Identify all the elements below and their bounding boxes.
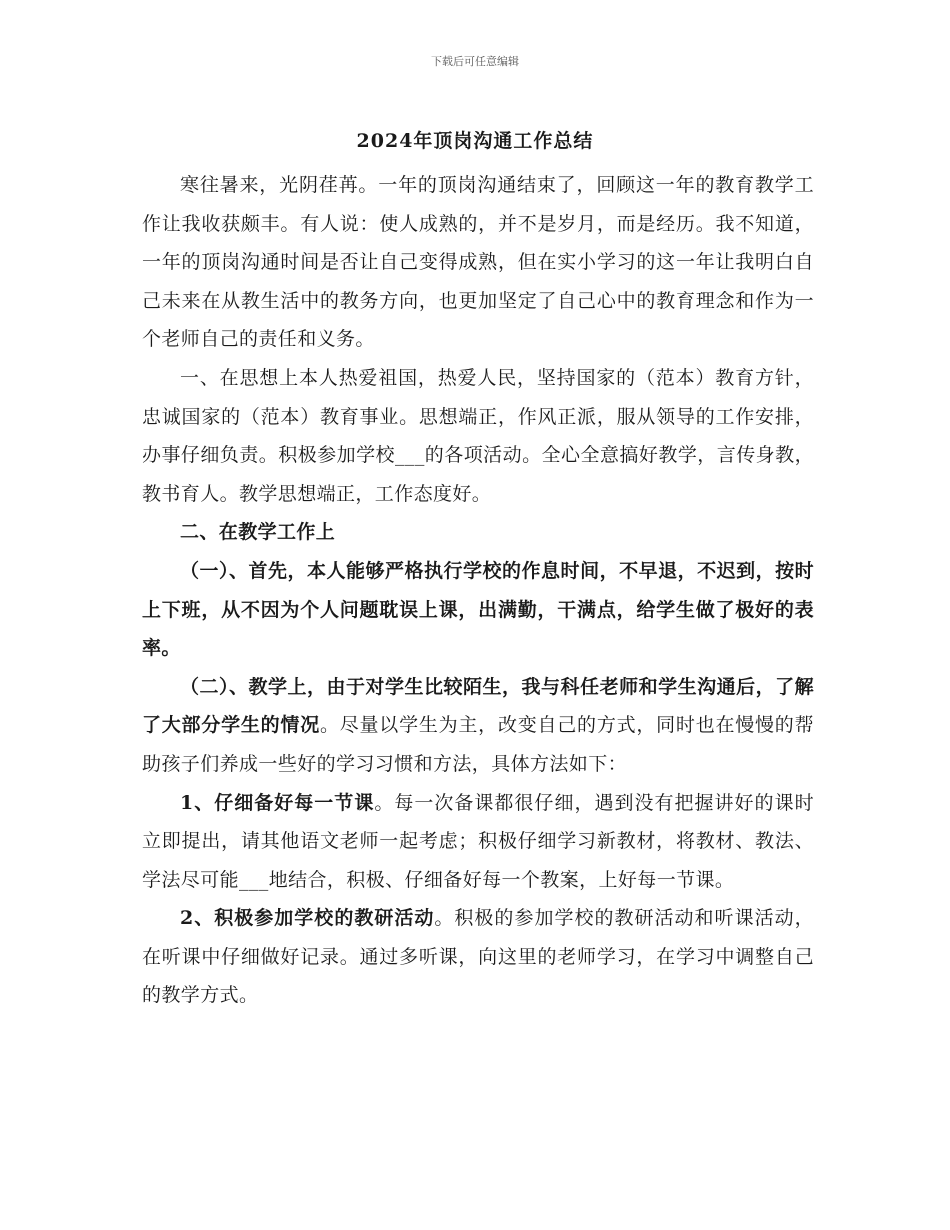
paragraph-punctuality: （一）、首先，本人能够严格执行学校的作息时间，不早退，不迟到，按时上下班，从不因为个人问题耽误上课，出满勤，干满点，给学生做了极好的表率。 [142, 559, 814, 660]
paragraph-ideology: 一、在思想上本人热爱祖国，热爱人民，坚持国家的（范本）教育方针，忠诚国家的（范本）教育事业。思想端正，作风正派，服从领导的工作安排，办事仔细负责。积极参加学校___的各项活动。全心全意搞好教学，言传身教，教书育人。教学思想端正，工作态度好。 [142, 366, 814, 505]
paragraph-research [142, 899, 814, 1015]
paragraph-teaching-approach-lead: （二）、教学上，由于对学生比较陌生，我与科任老师和学生沟通后，了解了大部分学生的情况 [142, 675, 814, 737]
paragraph-teaching-approach-rest: 。尽量以学生为主，改变自己的方式，同时也在慢慢的帮助孩子们养成一些好的学习习惯和方法，具体方法如下： [142, 714, 814, 775]
paragraph-research-rest: 。积极的参加学校的教研活动和听课活动，在听课中仔细做好记录。通过多听课，向这里的老师学习，在学习中调整自己的教学方式。 [142, 907, 815, 1007]
paragraph-lesson-prep-rest: 。每一次备课都很仔细，遇到没有把握讲好的课时立即提出，请其他语文老师一起考虑；积极仔细学习新教材，将教材、教法、学法尽可能___地结合，积极、仔细备好每一个教案，上好每一节课。 [142, 791, 814, 891]
header-note: 下载后可任意编辑 [431, 55, 519, 68]
section-heading-teaching: 二、在教学工作上 [180, 521, 336, 544]
document-title: 2024年顶岗沟通工作总结 [356, 130, 594, 152]
paragraph-research-lead: 2、积极参加学校的教研活动 [180, 907, 435, 930]
paragraph-teaching-approach [142, 668, 814, 784]
paragraph-lesson-prep-lead: 1、仔细备好每一节课 [180, 791, 375, 814]
paragraph-intro: 寒往暑来，光阴荏苒。一年的顶岗沟通结束了，回顾这一年的教育教学工作让我收获颇丰。有人说：使人成熟的，并不是岁月，而是经历。我不知道，一年的顶岗沟通时间是否让自己变得成熟，但在实小学习的这一年让我明白自己未来在从教生活中的教务方向，也更加坚定了自己心中的教育理念和作为一个老师自己的责任和义务。 [142, 174, 814, 351]
document-body [142, 166, 814, 1015]
paragraph-lesson-prep [142, 784, 814, 900]
